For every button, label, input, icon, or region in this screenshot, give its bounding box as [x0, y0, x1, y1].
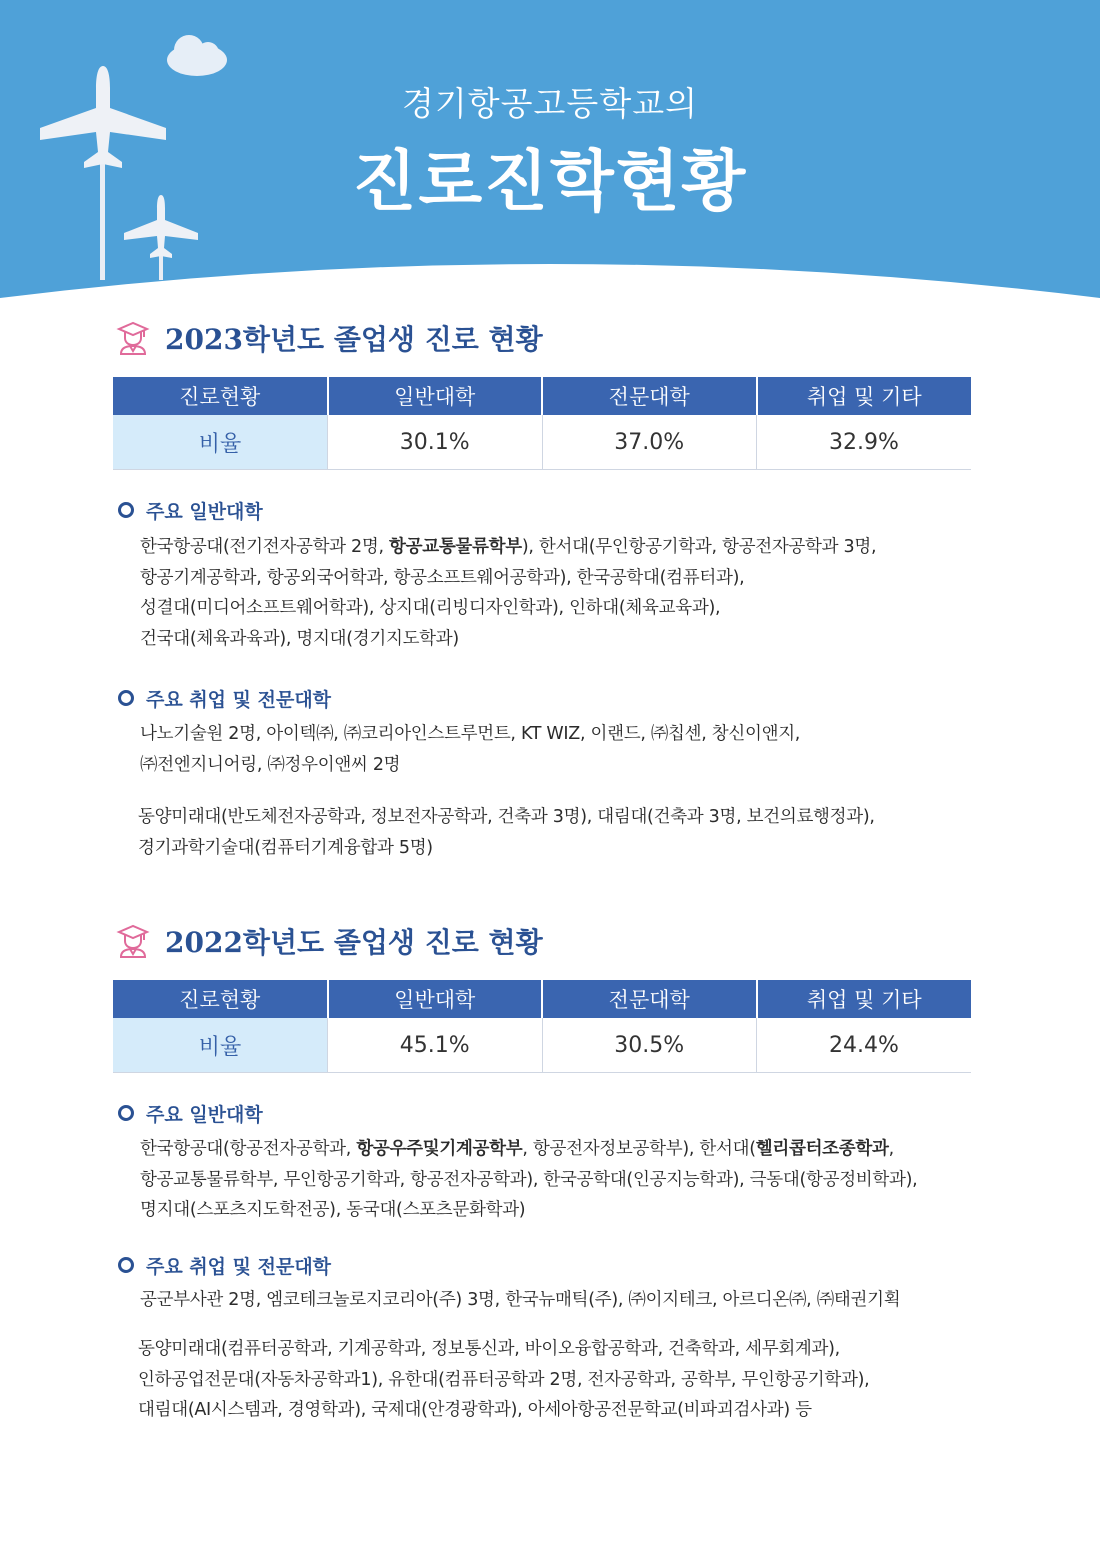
header-subtitle: 경기항공고등학교의	[402, 84, 698, 123]
univ-heading-2023	[118, 496, 263, 524]
text-line: 대림대(AI시스템과, 경영학과), 국제대(안경광학과), 아세아항공전문학교(비파괴검사과) 등	[138, 1400, 812, 1420]
row-label-cell: 비율	[113, 415, 328, 470]
table-header-cell: 일반대학	[328, 377, 543, 415]
table-header-cell: 전문대학	[542, 377, 757, 415]
ratio-table-2023	[113, 377, 971, 470]
table-header-cell: 일반대학	[328, 980, 543, 1018]
table-row	[113, 415, 971, 470]
table-header-cell: 전문대학	[542, 980, 757, 1018]
table-header-cell: 진로현황	[113, 980, 328, 1018]
college-list-2023	[138, 802, 988, 863]
text-line: 인하공업전문대(자동차공학과1), 유한대(컴퓨터공학과 2명, 전자공학과, 공학부, 무인항공기학과),	[138, 1369, 870, 1390]
value-cell: 32.9%	[757, 415, 972, 470]
job-list-2023	[140, 719, 990, 780]
text-line: 한국항공대(항공전자공학과, 항공우주및기계공학부, 항공전자정보공학부), 한서대(헬리콥터조종학과,	[140, 1139, 894, 1159]
section-title-text: 2022학년도 졸업생 진로 현황	[165, 926, 543, 959]
univ-list-2022	[140, 1134, 990, 1226]
bullet-ring-icon	[118, 1257, 134, 1273]
text-line: 동양미래대(컴퓨터공학과, 기계공학과, 정보통신과, 바이오융합공학과, 건축학과, 세무회계과),	[138, 1339, 840, 1359]
table-header-row	[113, 377, 971, 415]
text-line: 동양미래대(반도체전자공학과, 정보전자공학과, 건축과 3명), 대림대(건축과 3명, 보건의료행정과),	[138, 807, 875, 827]
graduate-icon	[115, 923, 151, 959]
job-heading-2022	[118, 1251, 331, 1279]
text-line: ㈜전엔지니어링, ㈜정우이앤씨 2명	[140, 754, 401, 775]
value-cell: 37.0%	[542, 415, 757, 470]
header-banner	[0, 0, 1100, 330]
job-heading-2023	[118, 684, 331, 712]
text-line: 항공기계공학과, 항공외국어학과, 항공소프트웨어공학과), 한국공학대(컴퓨터과),	[140, 567, 745, 588]
subheading-text: 주요 일반대학	[146, 1103, 263, 1126]
header-title: 진로진학현황	[352, 143, 748, 220]
subheading-text: 주요 일반대학	[146, 500, 263, 523]
section-title-text: 2023학년도 졸업생 진로 현황	[165, 323, 543, 356]
text-line: 건국대(체육과육과), 명지대(경기지도학과)	[140, 628, 459, 649]
value-cell: 24.4%	[757, 1018, 972, 1073]
table-header-cell: 취업 및 기타	[757, 980, 972, 1018]
subheading-text: 주요 취업 및 전문대학	[146, 1255, 332, 1278]
text-line: 경기과학기술대(컴퓨터기계융합과 5명)	[138, 837, 433, 858]
text-line: 공군부사관 2명, 엠코테크놀로지코리아(주) 3명, 한국뉴매틱(주), ㈜이지테크, 아르디온㈜, ㈜태권기획	[140, 1290, 901, 1310]
value-cell: 45.1%	[328, 1018, 543, 1073]
bullet-ring-icon	[118, 1105, 134, 1121]
value-cell: 30.1%	[328, 415, 543, 470]
value-cell: 30.5%	[542, 1018, 757, 1073]
univ-list-2023	[140, 532, 990, 654]
table-header-cell: 진로현황	[113, 377, 328, 415]
table-header-row	[113, 980, 971, 1018]
table-row	[113, 1018, 971, 1073]
univ-heading-2022	[118, 1099, 263, 1127]
text-line: 나노기술원 2명, 아이텍㈜, ㈜코리아인스트루먼트, KT WIZ, 이랜드, ㈜칩센, 창신이앤지,	[140, 724, 801, 744]
text-line: 성결대(미디어소프트웨어학과), 상지대(리빙디자인학과), 인하대(체육교육과),	[140, 598, 721, 618]
section-title-2022	[115, 921, 543, 961]
college-list-2022	[138, 1334, 988, 1426]
ratio-table-2022	[113, 980, 971, 1073]
bullet-ring-icon	[118, 690, 134, 706]
graduate-icon	[115, 320, 151, 356]
text-line: 명지대(스포츠지도학전공), 동국대(스포츠문화학과)	[140, 1200, 526, 1220]
text-line: 한국항공대(전기전자공학과 2명, 항공교통물류학부), 한서대(무인항공기학과, 항공전자공학과 3명,	[140, 537, 877, 557]
row-label-cell: 비율	[113, 1018, 328, 1073]
text-line: 항공교통물류학부, 무인항공기학과, 항공전자공학과), 한국공학대(인공지능학과), 극동대(항공정비학과),	[140, 1169, 918, 1190]
job-list-2022	[140, 1285, 990, 1316]
section-title-2023	[115, 318, 543, 358]
subheading-text: 주요 취업 및 전문대학	[146, 688, 332, 711]
table-header-cell: 취업 및 기타	[757, 377, 972, 415]
bullet-ring-icon	[118, 502, 134, 518]
